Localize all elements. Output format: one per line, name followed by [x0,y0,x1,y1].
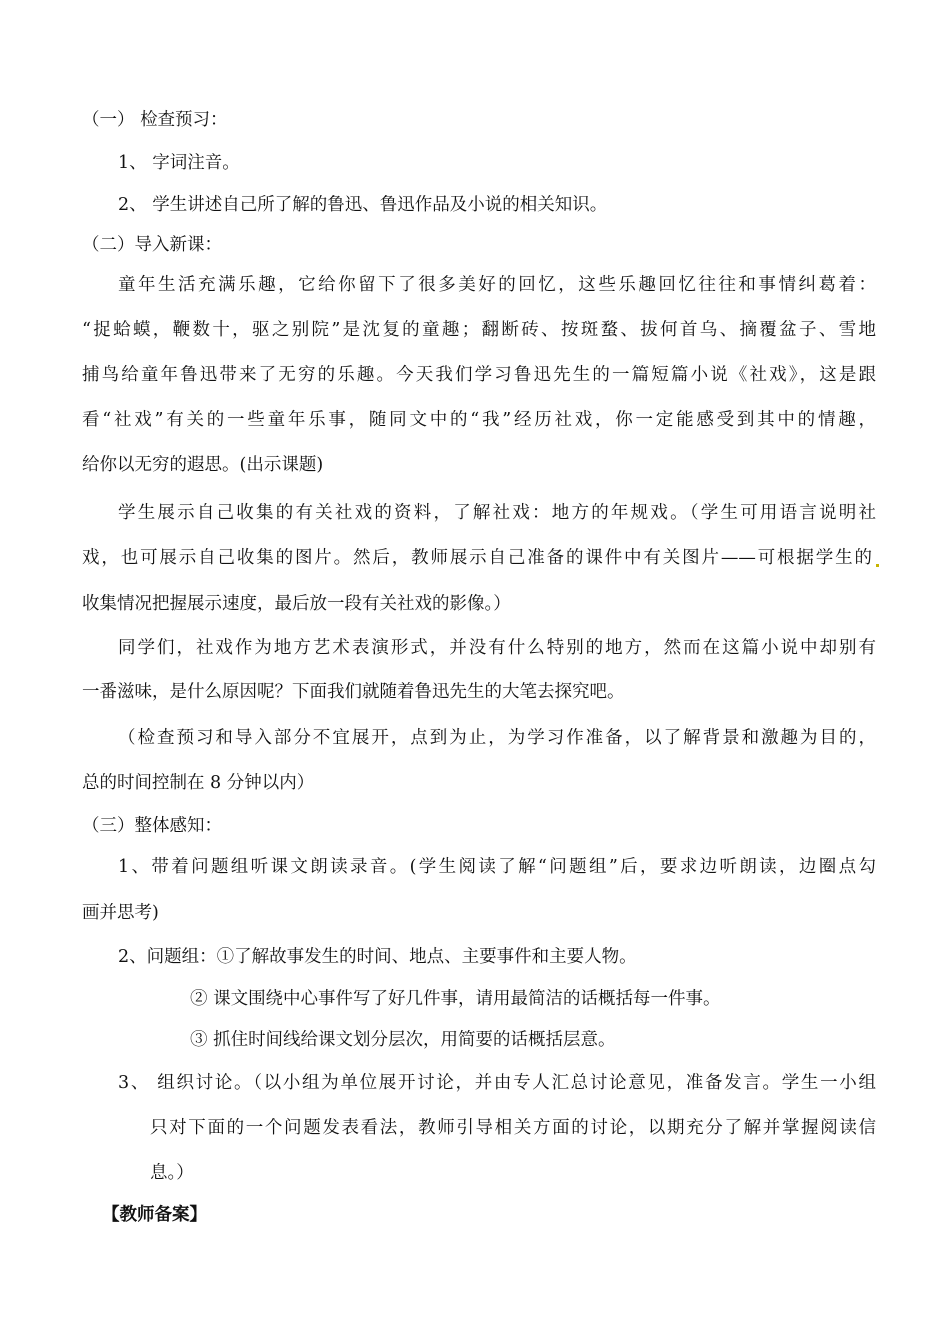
discussion-line: 息。） [150,1163,194,1183]
materials-paragraph-line: 戏，也可展示自己收集的图片。然后，教师展示自己准备的课件中有关图片——可根据学生的 [82,548,872,568]
section-1-item-1: 1、 字词注音。 [118,153,240,173]
intro-paragraph-line: 给你以无穷的遐思。(出示课题) [82,455,324,475]
note-paragraph-line: （检查预习和导入部分不宜展开，点到为止，为学习作准备，以了解背景和激趣为目的， [118,728,876,748]
section-1-item-2: 2、 学生讲述自己所了解的鲁迅、鲁迅作品及小说的相关知识。 [118,195,608,215]
section-3-item-1-line: 1、带着问题组听课文朗读录音。(学生阅读了解“问题组”后，要求边听朗读，边圈点勾 [118,857,876,877]
transition-paragraph-line: 一番滋味，是什么原因呢？下面我们就随着鲁迅先生的大笔去探究吧。 [82,682,625,702]
section-2-heading: （二）导入新课： [82,235,222,255]
question-group-item: ② 课文围绕中心事件写了好几件事，请用最简洁的话概括每一件事。 [190,989,721,1009]
intro-paragraph-line: 看“社戏”有关的一些童年乐事，随同文中的“我”经历社戏，你一定能感受到其中的情趣， [82,410,876,430]
question-group-item: ③ 抓住时间线给课文划分层次，用简要的话概括层意。 [190,1030,616,1050]
note-paragraph-line: 总的时间控制在 8 分钟以内） [82,773,315,793]
intro-paragraph-line: 捕鸟给童年鲁迅带来了无穷的乐趣。今天我们学习鲁迅先生的一篇短篇小说《社戏》，这是跟 [82,365,876,385]
teacher-notes-label: 【教师备案】 [102,1205,207,1225]
transition-paragraph-line: 同学们，社戏作为地方艺术表演形式，并没有什么特别的地方，然而在这篇小说中却别有 [118,638,876,658]
discussion-line: 只对下面的一个问题发表看法，教师引导相关方面的讨论，以期充分了解并掌握阅读信 [150,1118,876,1138]
materials-paragraph-line: 学生展示自己收集的有关社戏的资料，了解社戏：地方的年规戏。（学生可用语言说明社 [118,503,876,523]
materials-paragraph-line: 收集情况把握展示速度，最后放一段有关社戏的影像。） [82,594,511,614]
section-1-heading: （一） 检查预习： [82,110,228,130]
discussion-line: 3、 组织讨论。（以小组为单位展开讨论，并由专人汇总讨论意见，准备发言。学生一小组 [118,1073,876,1093]
question-group-lead: 2、问题组：①了解故事发生的时间、地点、主要事件和主要人物。 [118,947,637,967]
intro-paragraph-line: 童年生活充满乐趣，它给你留下了很多美好的回忆，这些乐趣回忆往往和事情纠葛着： [118,275,876,295]
section-3-heading: （三）整体感知： [82,816,222,836]
highlight-mark [876,564,879,567]
section-3-item-1-line: 画并思考) [82,903,159,923]
intro-paragraph-line: “捉蛤蟆，鞭数十，驱之别院”是沈复的童趣；翻断砖、按斑蝥、拔何首乌、摘覆盆子、雪地 [82,320,876,340]
